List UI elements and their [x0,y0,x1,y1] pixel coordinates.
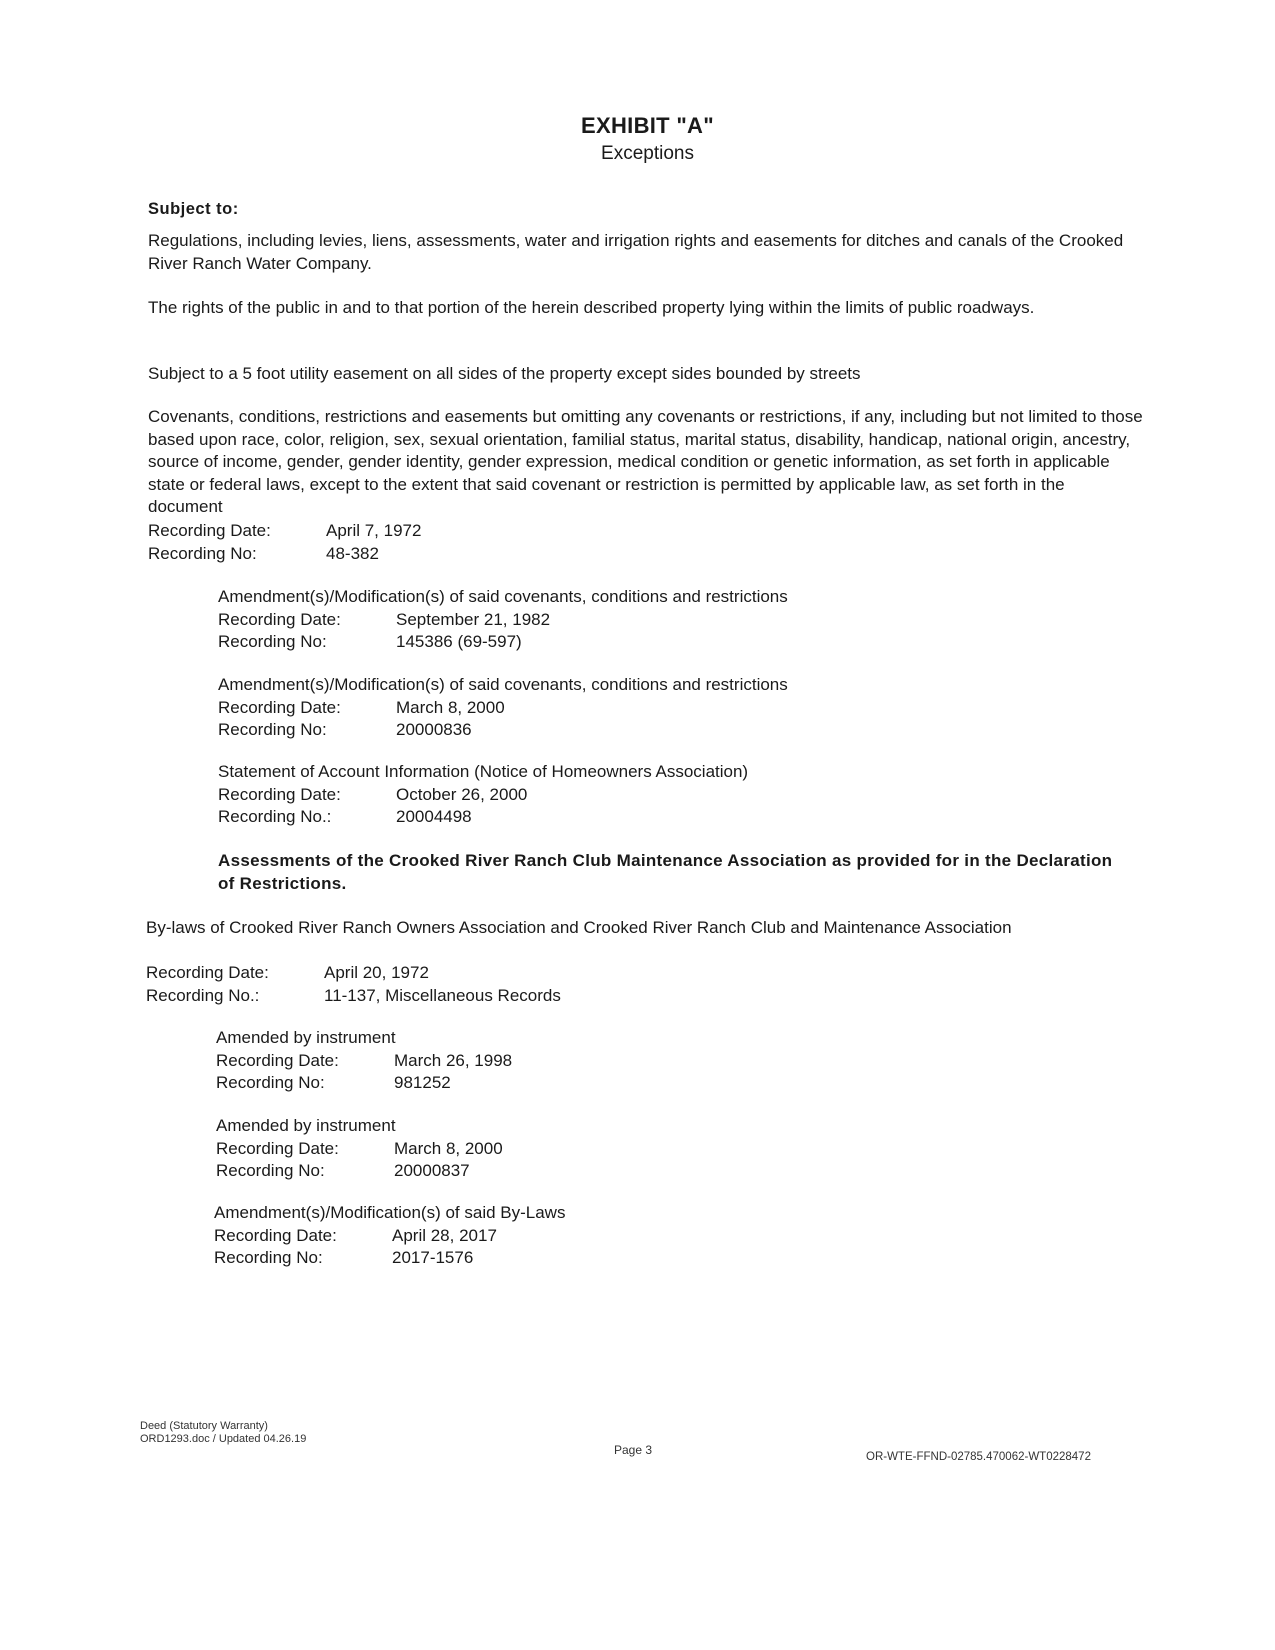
bylaw-item [216,1115,503,1183]
covenant-item-heading: Amendment(s)/Modification(s) of said covenants, conditions and restrictions [218,675,788,694]
bylaw-item-heading: Amendment(s)/Modification(s) of said By-Laws [214,1203,566,1222]
bylaws-recording-info [146,962,561,1007]
covenant-item [218,586,1148,654]
recording-date-value: March 26, 1998 [394,1050,513,1070]
footer-form-info [140,1420,306,1446]
recording-no-value: 145386 (69-597) [396,632,522,652]
public-rights-paragraph: The rights of the public in and to that portion of the herein described property lying within the limits of public roadways. [148,298,1035,317]
covenant-item [218,674,1148,742]
recording-date-value: April 20, 1972 [324,963,429,982]
bylaw-item-heading: Amended by instrument [216,1028,396,1047]
recording-date-label: Recording Date: [216,1138,339,1158]
recording-date-label: Recording Date: [218,784,341,804]
recording-no-label: Recording No: [214,1248,323,1268]
recording-no-label: Recording No: [218,632,327,652]
recording-no-value: 48-382 [326,543,379,563]
recording-no-value: 2017-1576 [392,1248,474,1268]
recording-no-value: 20000837 [394,1161,470,1181]
recording-date-label: Recording Date: [148,521,271,540]
recording-date-label: Recording Date: [214,1225,337,1245]
assessments-paragraph: Assessments of the Crooked River Ranch Club Maintenance Association as provided for in the Declaration of Restrictions. [218,851,1113,893]
recording-no-label: Recording No: [216,1073,325,1093]
footer-form-name: Deed (Statutory Warranty) [140,1420,268,1432]
recording-date-label: Recording Date: [216,1050,339,1070]
recording-date-value: March 8, 2000 [396,697,505,717]
exhibit-subtitle: Exceptions [601,143,694,164]
recording-date-value: March 8, 2000 [394,1138,503,1158]
bylaw-item [216,1027,512,1095]
footer-form-doc: ORD1293.doc / Updated 04.26.19 [140,1433,307,1445]
bylaw-item-heading: Amended by instrument [216,1116,396,1135]
covenant-item-heading: Statement of Account Information (Notice of Homeowners Association) [218,762,749,781]
recording-date-label: Recording Date: [146,963,269,982]
recording-no-value: 11-137, Miscellaneous Records [324,985,561,1005]
regulations-paragraph: Regulations, including levies, liens, assessments, water and irrigation rights and easements for ditches and canals of the Crooked River Ranch Water Company. [148,231,1124,273]
utility-easement-paragraph: Subject to a 5 foot utility easement on all sides of the property except sides bounded by streets [148,364,861,383]
covenants-recording-info [148,520,421,565]
recording-no-label: Recording No.: [146,985,260,1005]
covenant-item-heading: Amendment(s)/Modification(s) of said covenants, conditions and restrictions [218,587,788,606]
bylaws-paragraph: By-laws of Crooked River Ranch Owners Association and Crooked River Ranch Club and Maintenance Association [146,918,1012,937]
covenants-paragraph: Covenants, conditions, restrictions and easements but omitting any covenants or restrictions, if any, including but not limited to those based upon race, color, religion, sex, sexual orientation, familial status, marital status, disability, handicap, national origin, ancestry, source of income, gender, gender identity, gender expression, medical condition or genetic information, as set forth in applicable state or federal laws, except to the extent that said covenant or restriction is permitted by applicable law, as set forth in the document [148,407,1143,517]
recording-no-value: 981252 [394,1073,451,1093]
recording-date-value: October 26, 2000 [396,784,528,804]
recording-date-value: September 21, 1982 [396,609,551,629]
recording-date-value: April 28, 2017 [392,1225,497,1245]
recording-no-label: Recording No: [218,720,327,740]
file-number: OR-WTE-FFND-02785.470062-WT0228472 [866,1451,1091,1463]
recording-date-value: April 7, 1972 [326,521,422,540]
recording-no-value: 20004498 [396,807,472,827]
recording-date-label: Recording Date: [218,697,341,717]
covenant-item [218,761,1148,829]
page-number: Page 3 [614,1443,653,1457]
exhibit-title: EXHIBIT "A" [581,113,714,138]
subject-to-label: Subject to: [148,200,239,218]
bylaw-item [214,1202,565,1270]
recording-no-label: Recording No: [148,543,257,563]
recording-no-value: 20000836 [396,720,472,740]
recording-date-label: Recording Date: [218,609,341,629]
recording-no-label: Recording No.: [218,807,332,827]
recording-no-label: Recording No: [216,1161,325,1181]
